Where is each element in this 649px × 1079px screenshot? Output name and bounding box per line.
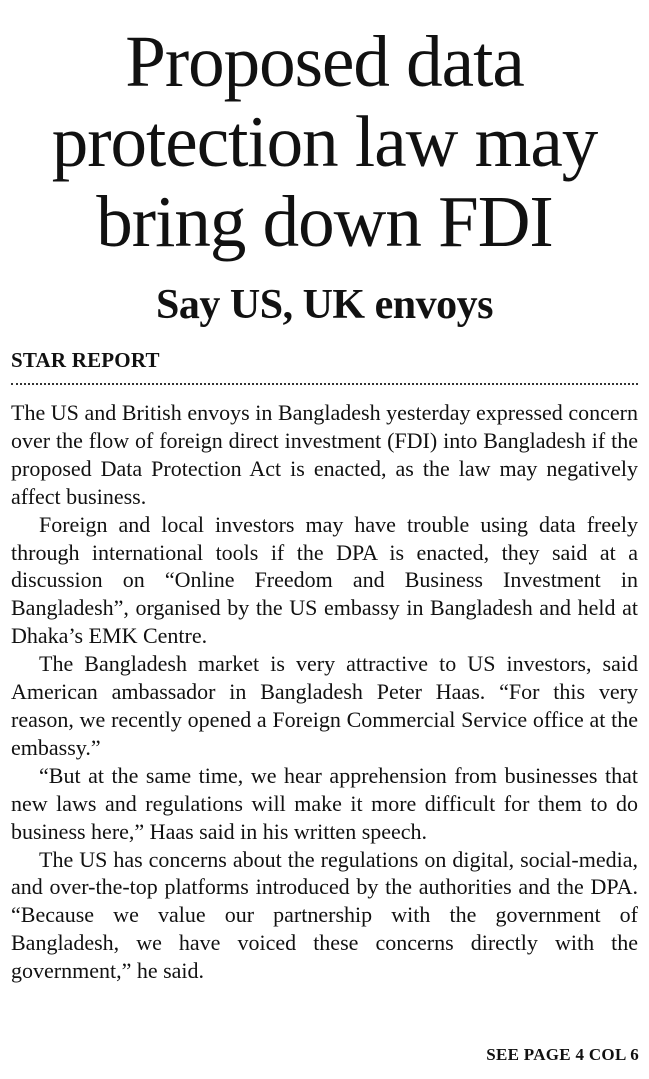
headline-line-3: bring down FDI	[96, 181, 553, 262]
headline-line-2: protection law may	[51, 101, 598, 182]
article-paragraph-3: The Bangladesh market is very attractive to US investors, said American ambassador in Bangladesh Peter Haas. “For this very reason, we recently opened a Foreign Commercial Service office at the embassy.”	[11, 651, 638, 760]
article-body	[11, 399, 638, 985]
dotted-divider	[11, 383, 638, 385]
article-paragraph-2: Foreign and local investors may have trouble using data freely through international tools if the DPA is enacted, they said at a discussion on “Online Freedom and Business Investment in Bangladesh”, organised by the US embassy in Bangladesh and held at Dhaka’s EMK Centre.	[11, 511, 638, 649]
article-paragraph-4: “But at the same time, we hear apprehension from businesses that new laws and regulations will make it more difficult for them to do business here,” Haas said in his written speech.	[11, 762, 638, 844]
headline	[0, 22, 649, 262]
headline-line-1: Proposed data	[125, 21, 524, 102]
article-paragraph-5: The US has concerns about the regulations on digital, social-media, and over-the-top platforms introduced by the authorities and the DPA. “Because we value our partnership with the government of Bangladesh, we have voiced these concerns directly with the government,” he said.	[11, 846, 638, 984]
byline: STAR REPORT	[11, 348, 160, 372]
subheadline: Say US, UK envoys	[156, 282, 493, 328]
article-paragraph-1: The US and British envoys in Bangladesh yesterday expressed concern over the flow of foreign direct investment (FDI) into Bangladesh if the proposed Data Protection Act is enacted, as the law may negatively affect business.	[11, 400, 638, 509]
continued-on-page-link: SEE PAGE 4 COL 6	[486, 1045, 639, 1064]
